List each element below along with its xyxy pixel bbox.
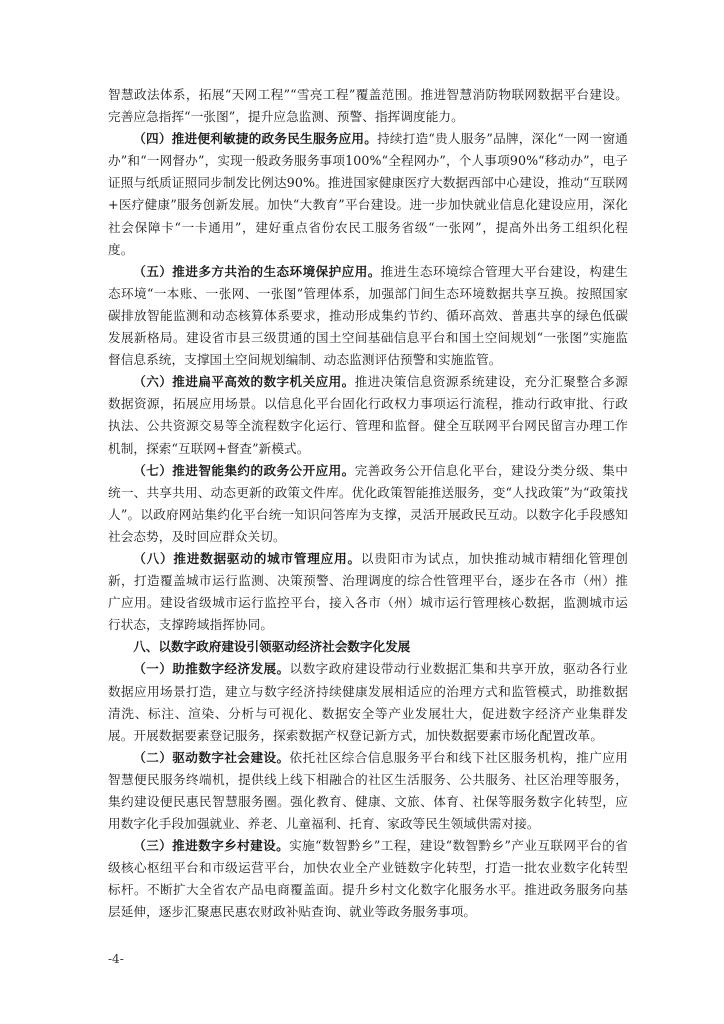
paragraph-lead: （七）推进智能集约的政务公开应用。	[133, 462, 355, 478]
paragraph-item-8	[108, 548, 628, 636]
paragraph-body: 依托社区综合信息服务平台和线下社区服务机构，推广应用智慧便民服务终端机，提供线上线下相融合的社区生活服务、公共服务、社区治理等服务，集约建设便民惠民智慧服务圈。强化教育、健康、文旅、体育、社保等服务数字化转型，应用数字化手段加强就业、养老、儿童福利、托育、家政等民生领域供需对接。	[108, 749, 628, 832]
paragraph-continuation	[108, 84, 628, 128]
paragraph-body: 持续打造“贵人服务”品牌，深化“一网一窗通办”和“一网督办”，实现一般政务服务事项100%“全程网办”，个人事项90%“移动办”，电子证照与纸质证照同步制发比例达90%。推进国家健康医疗大数据西部中心建设，推动“互联网+医疗健康”服务创新发展。加快“大教育”平台建设。进一步加快就业信息化建设应用，深化社会保障卡“一卡通用”，建好重点省份农民工服务省级“一张网”，提高外出务工组织化程度。	[108, 131, 628, 257]
paragraph-lead: （八）推进数据驱动的城市管理应用。	[133, 550, 361, 566]
paragraph-item-6	[108, 371, 628, 459]
subparagraph-item-2	[108, 747, 628, 835]
paragraph-lead: （五）推进多方共治的生态环境保护应用。	[133, 263, 381, 279]
paragraph-lead: （四）推进便利敏捷的政务民生服务应用。	[133, 131, 378, 147]
paragraph-body: 以数字政府建设带动行业数据汇集和共享开放，驱动各行业数据应用场景打造，建立与数字经济持续健康发展相适应的治理方式和监管模式，助推数据清洗、标注、渲染、分析与可视化、数据安全等产业发展壮大，促进数字经济产业集群发展。开展数据要素登记服务，探索数据产权登记新方式，加快数据要素市场化配置改革。	[108, 661, 628, 743]
paragraph-body: 以贵阳市为试点，加快推动城市精细化管理创新，打造覆盖城市运行监测、决策预警、治理调度的综合性管理平台，逐步在各市（州）推广应用。建设省级城市运行监控平台，接入各市（州）城市运行管理核心数据，监测城市运行状态，支撑跨域指挥协同。	[108, 550, 629, 633]
paragraph-lead: （六）推进扁平高效的数字机关应用。	[133, 374, 355, 390]
document-page	[108, 84, 628, 924]
paragraph-body: 推进决策信息资源系统建设，充分汇聚整合多源数据资源，拓展应用场景。以信息化平台固化行政权力事项运行流程，推动行政审批、行政执法、公共资源交易等全流程数字化运行、管理和监督。健全互联网平台网民留言办理工作机制，探索“互联网+督查”新模式。	[108, 374, 628, 456]
paragraph-body: 完善政务公开信息化平台，建设分类分级、集中统一、共享共用、动态更新的政策文件库。优化政策智能推送服务，变“人找政策”为“政策找人”。以政府网站集约化平台统一知识问答库为支撑，灵活开展政民互动。以数字化手段感知社会态势，及时回应群众关切。	[108, 462, 628, 544]
paragraph-body: 推进生态环境综合管理大平台建设，构建生态环境“一本账、一张网、一张图”管理体系，加强部门间生态环境数据共享互换。按照国家碳排放智能监测和动态核算体系要求，推动形成集约节约、循环高效、普惠共享的绿色低碳发展新格局。建设省市县三级贯通的国土空间基础信息平台和国土空间规划“一张图”实施监督信息系统，支撑国土空间规划编制、动态监测评估预警和实施监管。	[108, 263, 628, 368]
section-heading: 八、以数字政府建设引领驱动经济社会数字化发展	[133, 639, 411, 655]
subparagraph-item-1	[108, 658, 628, 746]
paragraph-lead: （一）助推数字经济发展。	[133, 661, 290, 677]
paragraph-item-4	[108, 128, 628, 261]
paragraph-lead: （二）驱动数字社会建设。	[133, 749, 290, 765]
paragraph-body: 智慧政法体系，拓展“天网工程”“雪亮工程”覆盖范围。推进智慧消防物联网数据平台建设。完善应急指挥“一张图”，提升应急监测、预警、指挥调度能力。	[108, 87, 628, 125]
paragraph-item-7	[108, 460, 628, 548]
subparagraph-item-3	[108, 835, 628, 923]
paragraph-lead: （三）推进数字乡村建设。	[133, 838, 290, 854]
paragraph-item-5	[108, 261, 628, 371]
paragraph-body: 实施“数智黔乡”工程，建设“数智黔乡”产业互联网平台的省级核心枢纽平台和市级运营平台，加快农业全产业链数字化转型，打造一批农业数字化转型标杆。不断扩大全省农产品电商覆盖面。提升乡村文化数字化服务水平。推进政务服务向基层延伸，逐步汇聚惠民惠农财政补贴查询、就业等政务服务事项。	[108, 838, 628, 920]
page-number: -4-	[108, 952, 124, 966]
